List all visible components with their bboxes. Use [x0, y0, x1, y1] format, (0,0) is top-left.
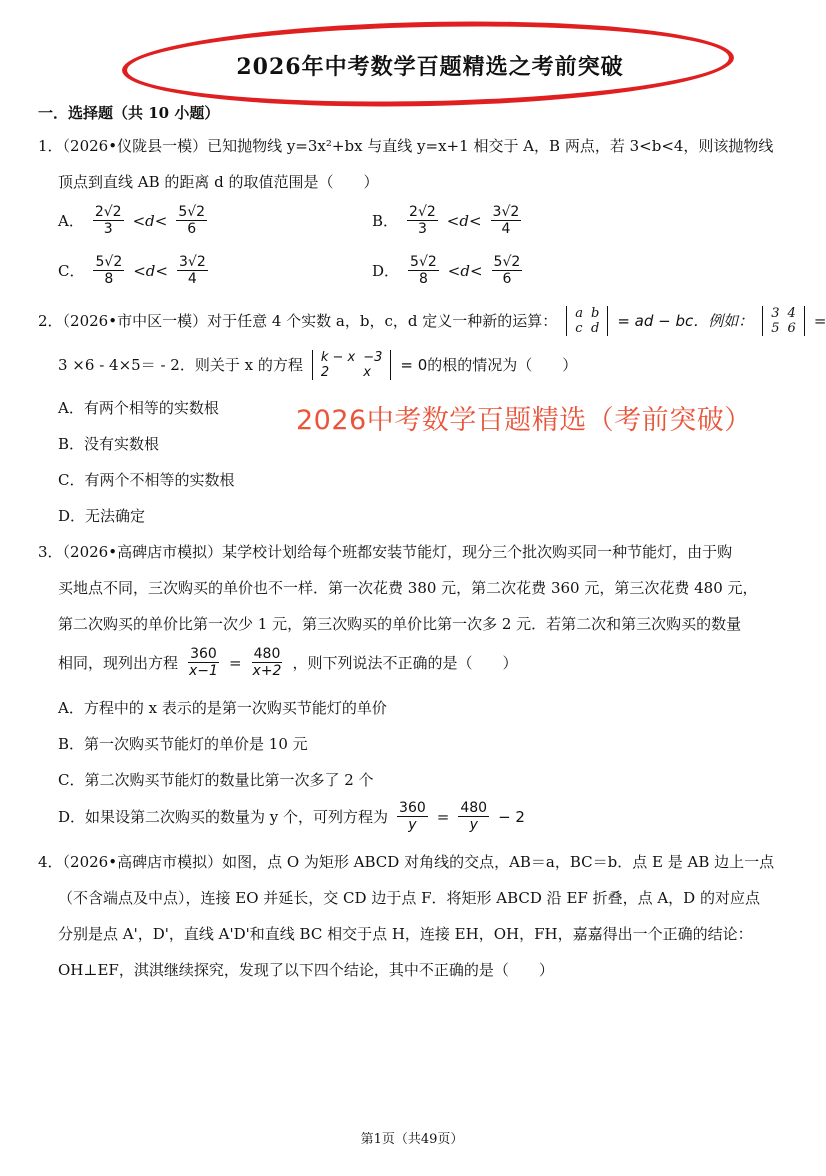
section-heading: 一．选择题（共 10 小题）	[38, 104, 220, 122]
q2-option-d[interactable]: D．无法确定	[58, 507, 146, 525]
page-footer: 第1页（共49页）	[360, 1132, 464, 1147]
q3-line2: 买地点不同，三次购买的单价也不一样．第一次花费 380 元，第二次花费 360 元，第三次花费 480 元，	[58, 579, 758, 597]
fraction: $\frac{360}{y}$	[399, 800, 426, 833]
q1-option-c[interactable]: C． $\frac{5√2}{8}$ <d< $\frac{3√2}{4}$	[58, 254, 206, 287]
determinant-equation: k − x −3 2 x	[312, 350, 392, 380]
q4-line2: （不含端点及中点），连接 EO 并延长，交 CD 边于点 F．将矩形 ABCD 沿 EF 折叠，点 A，D 的对应点	[58, 889, 760, 907]
q3-line1: 3．（2026•高碑店市模拟）某学校计划给每个班都安装节能灯，现分三个批次购买同一种节能灯，由于购	[38, 543, 733, 561]
q1-option-a[interactable]: A． $\frac{2√2}{3}$ <d< $\frac{5√2}{6}$	[58, 204, 206, 237]
q1-line1: 1．（2026•仪陇县一模）已知抛物线 y=3x²+bx 与直线 y=x+1 相交于 A，B 两点，若 3<b<4，则该抛物线	[38, 137, 774, 155]
fraction: $\frac{5√2}{6}$	[178, 204, 206, 237]
q4-line4: OH⊥EF，淇淇继续探究，发现了以下四个结论，其中不正确的是（ ）	[58, 961, 554, 979]
q3-option-c[interactable]: C．第二次购买节能灯的数量比第一次多了 2 个	[58, 771, 374, 789]
determinant-example: 3 4 5 6	[762, 306, 805, 336]
q2-option-c[interactable]: C．有两个不相等的实数根	[58, 471, 235, 489]
fraction: $\frac{2√2}{3}$	[94, 204, 122, 237]
fraction: $\frac{5√2}{8}$	[95, 254, 123, 287]
fraction: $\frac{2√2}{3}$	[409, 204, 436, 237]
q3-line4: 相同，现列出方程 $\frac{360}{x-1}$ = $\frac{480}{x+2}$ ，则下列说法不正确的是（ ）	[58, 646, 518, 679]
q1-option-d[interactable]: D． $\frac{5√2}{8}$ <d< $\frac{5√2}{6}$	[372, 254, 521, 287]
fraction: $\frac{3√2}{4}$	[178, 254, 206, 287]
determinant-definition: a b c d	[566, 306, 608, 336]
fraction: $\frac{3√2}{4}$	[492, 204, 520, 237]
fraction: $\frac{5√2}{8}$	[410, 254, 437, 287]
q4-line3: 分别是点 A'，D'，直线 A'D'和直线 BC 相交于点 H，连接 EH，OH，FH，嘉嘉得出一个正确的结论：	[58, 925, 753, 943]
page-title: 2026年中考数学百题精选之考前突破	[236, 54, 624, 80]
q2-option-b[interactable]: B．没有实数根	[58, 435, 160, 453]
q2-line2: 3 ×6 - 4×5＝ - 2．则关于 x 的方程 k − x −3 2 x = 0的根的情况为（ ）	[58, 350, 578, 380]
watermark-text: 2026中考数学百题精选（考前突破）	[296, 405, 752, 436]
q3-option-d[interactable]: D．如果设第二次购买的数量为 y 个，可列方程为 $\frac{360}{y}$ = $\frac{480}{y}$ − 2	[58, 800, 525, 833]
q1-line2: 顶点到直线 AB 的距离 d 的取值范围是（ ）	[58, 173, 379, 191]
q2-line1: 2．（2026•市中区一模）对于任意 4 个实数 a，b，c，d 定义一种新的运算： a b c d = ad − bc．例如： 3 4 5 6 =	[38, 306, 826, 336]
q1-option-b[interactable]: B． $\frac{2√2}{3}$ <d< $\frac{3√2}{4}$	[372, 204, 520, 237]
fraction: $\frac{360}{x-1}$	[189, 646, 218, 679]
q3-line3: 第二次购买的单价比第一次少 1 元，第三次购买的单价比第一次多 2 元．若第二次和第三次购买的数量	[58, 615, 742, 633]
q3-option-a[interactable]: A．方程中的 x 表示的是第一次购买节能灯的单价	[58, 699, 387, 717]
fraction: $\frac{5√2}{6}$	[493, 254, 521, 287]
fraction: $\frac{480}{y}$	[460, 800, 488, 833]
q4-line1: 4．（2026•高碑店市模拟）如图，点 O 为矩形 ABCD 对角线的交点，AB＝a，BC＝b．点 E 是 AB 边上一点	[38, 853, 775, 871]
q3-option-b[interactable]: B．第一次购买节能灯的单价是 10 元	[58, 735, 308, 753]
fraction: $\frac{480}{x+2}$	[252, 646, 282, 679]
q2-option-a[interactable]: A．有两个相等的实数根	[58, 399, 219, 417]
